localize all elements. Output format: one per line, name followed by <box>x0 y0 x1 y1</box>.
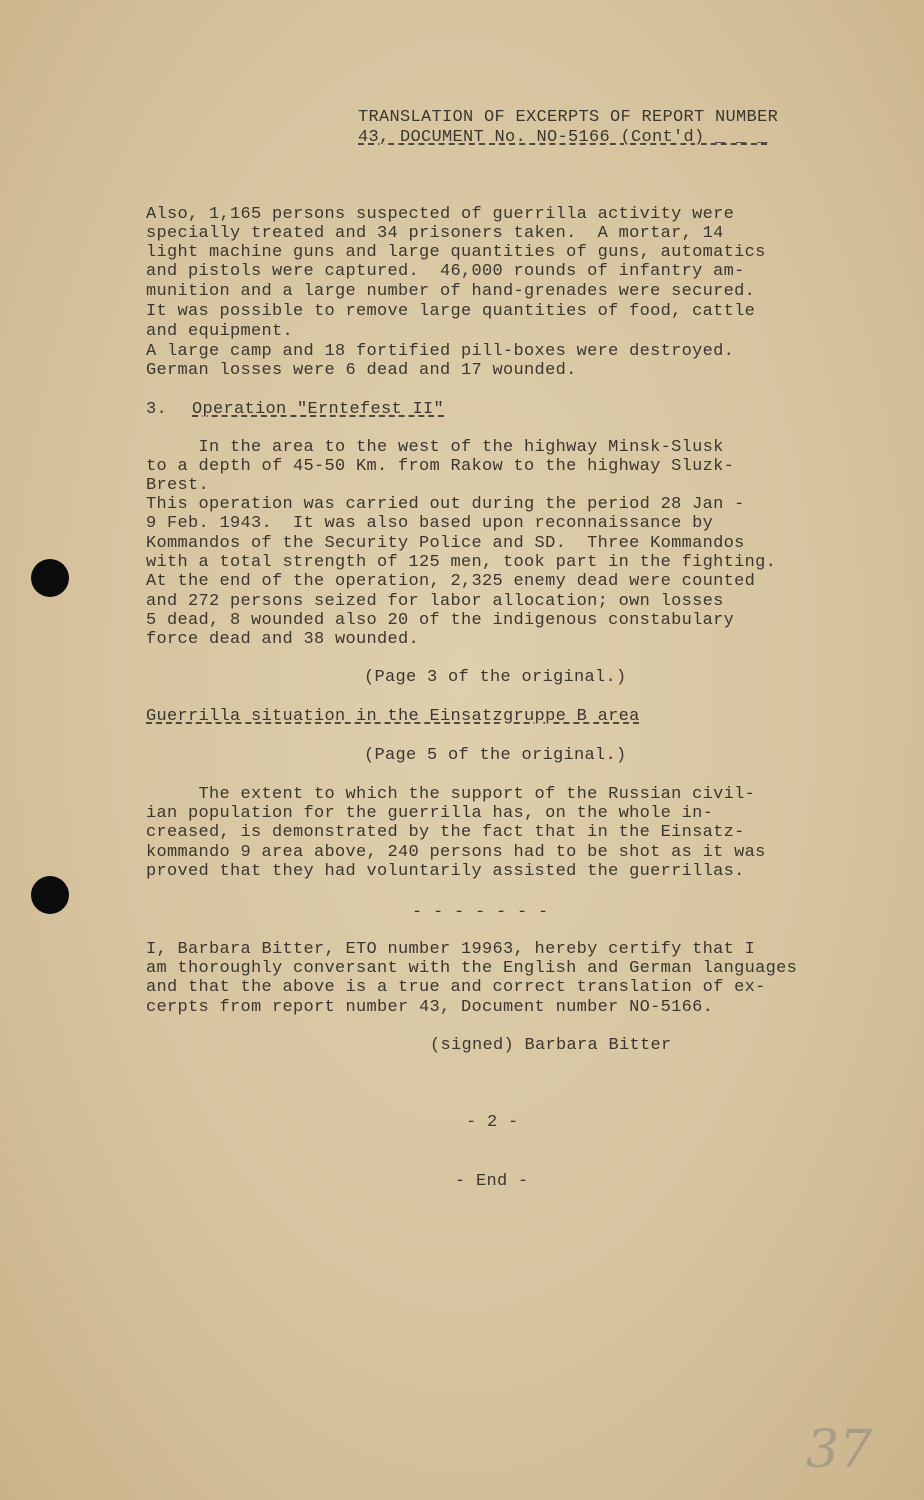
subheading: Guerrilla situation in the Einsatzgruppe B area <box>146 707 640 726</box>
text-line: light machine guns and large quantities of guns, automatics <box>146 243 766 262</box>
text-line: specially treated and 34 prisoners taken. A mortar, 14 <box>146 224 724 243</box>
text-line: A large camp and 18 fortified pill-boxes were destroyed. <box>146 342 735 361</box>
signature: (signed) Barbara Bitter <box>430 1036 672 1055</box>
text-line: munition and a large number of hand-grenades were secured. <box>146 282 756 301</box>
text-line: am thoroughly conversant with the English and German languages <box>146 959 798 978</box>
text-line: This operation was carried out during the period 28 Jan - <box>146 495 745 514</box>
text-line: In the area to the west of the highway Minsk-Slusk <box>146 438 724 457</box>
header-document-number: 43, DOCUMENT No. NO-5166 (Cont'd) _ _ _ <box>358 128 768 147</box>
section-number: 3. <box>146 400 168 419</box>
text-line: I, Barbara Bitter, ETO number 19963, hereby certify that I <box>146 940 756 959</box>
text-line: force dead and 38 wounded. <box>146 630 420 649</box>
text-line: German losses were 6 dead and 17 wounded. <box>146 361 577 380</box>
text-line: kommando 9 area above, 240 persons had to be shot as it was <box>146 843 766 862</box>
text-line: 9 Feb. 1943. It was also based upon reconnaissance by <box>146 514 714 533</box>
page-reference: (Page 5 of the original.) <box>364 746 627 765</box>
text-line: ian population for the guerrilla has, on the whole in- <box>146 804 714 823</box>
text-line: proved that they had voluntarily assisted the guerrillas. <box>146 862 745 881</box>
text-line: and pistols were captured. 46,000 rounds of infantry am- <box>146 262 745 281</box>
text-line: cerpts from report number 43, Document number NO-5166. <box>146 998 714 1017</box>
text-line: creased, is demonstrated by the fact that in the Einsatz- <box>146 823 745 842</box>
text-line: to a depth of 45-50 Km. from Rakow to the highway Sluzk- <box>146 457 735 476</box>
page-number: - 2 - <box>466 1113 519 1132</box>
text-line: and equipment. <box>146 322 294 341</box>
text-line: and 272 persons seized for labor allocation; own losses <box>146 592 724 611</box>
handwritten-page-number: 37 <box>806 1420 873 1480</box>
text-line: Brest. <box>146 476 210 495</box>
punch-hole <box>31 559 69 597</box>
punch-hole <box>31 876 69 914</box>
end-marker: - End - <box>455 1172 529 1191</box>
section-divider: - - - - - - - <box>412 903 549 922</box>
header-title: TRANSLATION OF EXCERPTS OF REPORT NUMBER <box>358 108 779 127</box>
text-line: and that the above is a true and correct translation of ex- <box>146 978 766 997</box>
text-line: It was possible to remove large quantities of food, cattle <box>146 302 756 321</box>
text-line: Also, 1,165 persons suspected of guerrilla activity were <box>146 205 735 224</box>
text-line: The extent to which the support of the Russian civil- <box>146 785 756 804</box>
text-line: 5 dead, 8 wounded also 20 of the indigenous constabulary <box>146 611 735 630</box>
text-line: with a total strength of 125 men, took part in the fighting. <box>146 553 777 572</box>
text-line: At the end of the operation, 2,325 enemy dead were counted <box>146 572 756 591</box>
section-title: Operation "Erntefest II" <box>192 400 445 419</box>
text-line: Kommandos of the Security Police and SD. Three Kommandos <box>146 534 745 553</box>
page-reference: (Page 3 of the original.) <box>364 668 627 687</box>
